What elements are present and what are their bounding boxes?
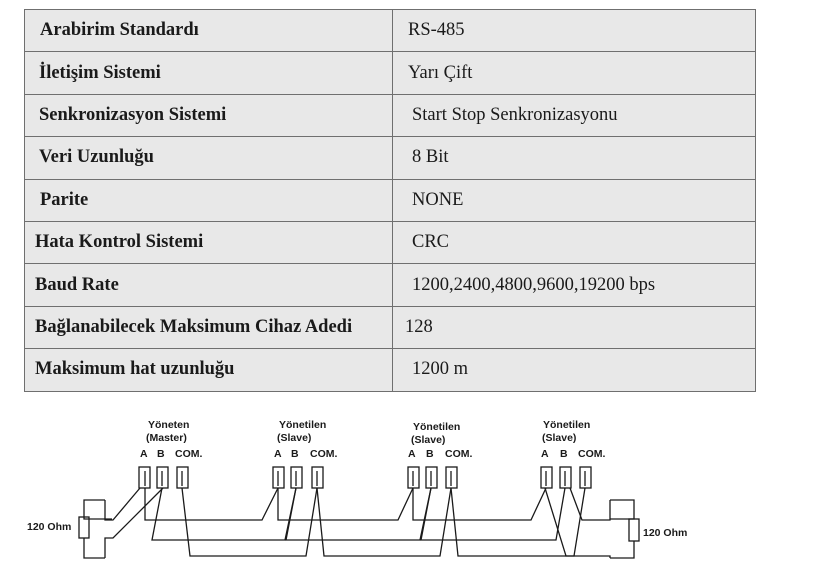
pin-label-b: B — [426, 448, 434, 460]
pin-label-a: A — [140, 448, 148, 460]
device-title: Yönetilen — [543, 419, 591, 431]
table-row — [25, 52, 756, 94]
table-row — [25, 94, 756, 136]
right-wire-a — [570, 488, 610, 520]
row-label: Senkronizasyon Sistemi — [39, 104, 227, 125]
device-role: (Master) — [146, 432, 187, 444]
row-label: Parite — [40, 189, 89, 210]
pin-label-com: COM. — [445, 448, 473, 460]
row-value: RS-485 — [408, 20, 465, 41]
row-value: Yarı Çift — [408, 62, 473, 83]
right-wire-b — [545, 488, 610, 558]
row-value-cell — [393, 52, 756, 94]
bus-wire — [278, 488, 413, 520]
right-resistor — [629, 519, 639, 541]
pin-label-b: B — [560, 448, 568, 460]
pin-label-a: A — [408, 448, 416, 460]
table-row — [25, 137, 756, 179]
bus-wire — [145, 488, 278, 520]
pin-label-com: COM. — [175, 448, 203, 460]
bus-wire — [421, 488, 565, 540]
left-wire-b — [105, 488, 163, 558]
pin-label-a: A — [541, 448, 549, 460]
table-row — [25, 221, 756, 263]
pin-label-com: COM. — [578, 448, 606, 460]
row-label-cell — [25, 137, 393, 179]
bus-wire — [413, 488, 546, 520]
left-resistor — [79, 517, 89, 538]
row-value: 128 — [405, 316, 433, 337]
row-value-cell — [393, 179, 756, 221]
right-bracket-bottom-line — [610, 541, 634, 558]
table-row — [25, 264, 756, 306]
device-role: (Slave) — [542, 432, 577, 444]
row-value-cell — [393, 221, 756, 263]
table-row — [25, 179, 756, 221]
row-value-cell — [393, 94, 756, 136]
device-role: (Slave) — [277, 432, 312, 444]
bus-wire — [182, 488, 317, 556]
row-label-cell — [25, 10, 393, 52]
row-value-cell — [393, 264, 756, 306]
row-label-cell — [25, 52, 393, 94]
device-role: (Slave) — [411, 434, 446, 446]
table-row — [25, 306, 756, 348]
bus-wire — [317, 488, 451, 556]
pin-label-a: A — [274, 448, 282, 460]
pin-label-b: B — [291, 448, 299, 460]
table-row — [25, 10, 756, 52]
row-value-cell — [393, 349, 756, 391]
spec-table — [24, 9, 756, 392]
row-value: 1200,2400,4800,9600,19200 bps — [412, 274, 656, 295]
row-label: Arabirim Standardı — [40, 20, 199, 41]
row-label: Hata Kontrol Sistemi — [35, 232, 204, 253]
device-title: Yönetilen — [279, 419, 327, 431]
row-label: Veri Uzunluğu — [39, 147, 154, 168]
row-label: İletişim Sistemi — [39, 62, 161, 83]
row-label: Maksimum hat uzunluğu — [35, 359, 235, 380]
rs485-wiring-diagram — [0, 410, 819, 580]
row-value: NONE — [412, 189, 464, 210]
row-value-cell — [393, 137, 756, 179]
row-value-cell — [393, 306, 756, 348]
row-label-cell — [25, 349, 393, 391]
row-value: Start Stop Senkronizasyonu — [412, 104, 618, 125]
row-value: 1200 m — [412, 359, 469, 380]
terminator-label-left: 120 Ohm — [27, 521, 72, 533]
row-label: Bağlanabilecek Maksimum Cihaz Adedi — [35, 316, 353, 337]
row-value: 8 Bit — [412, 147, 449, 168]
row-value-cell — [393, 10, 756, 52]
row-label-cell — [25, 264, 393, 306]
terminator-label-right: 120 Ohm — [643, 527, 688, 539]
bus-wire — [451, 488, 585, 556]
left-bracket-top-line — [84, 500, 112, 519]
pin-label-com: COM. — [310, 448, 338, 460]
row-label-cell — [25, 221, 393, 263]
row-label-cell — [25, 179, 393, 221]
device-title: Yönetilen — [413, 421, 461, 433]
table-row — [25, 349, 756, 391]
pin-label-b: B — [157, 448, 165, 460]
left-bracket-bottom-line — [84, 538, 105, 558]
device-title: Yöneten — [148, 419, 190, 431]
row-label-cell — [25, 306, 393, 348]
row-label-cell — [25, 94, 393, 136]
right-bracket-top-line — [610, 500, 634, 519]
left-wire-a — [105, 488, 140, 520]
row-label: Baud Rate — [35, 274, 119, 295]
row-value: CRC — [412, 232, 450, 253]
